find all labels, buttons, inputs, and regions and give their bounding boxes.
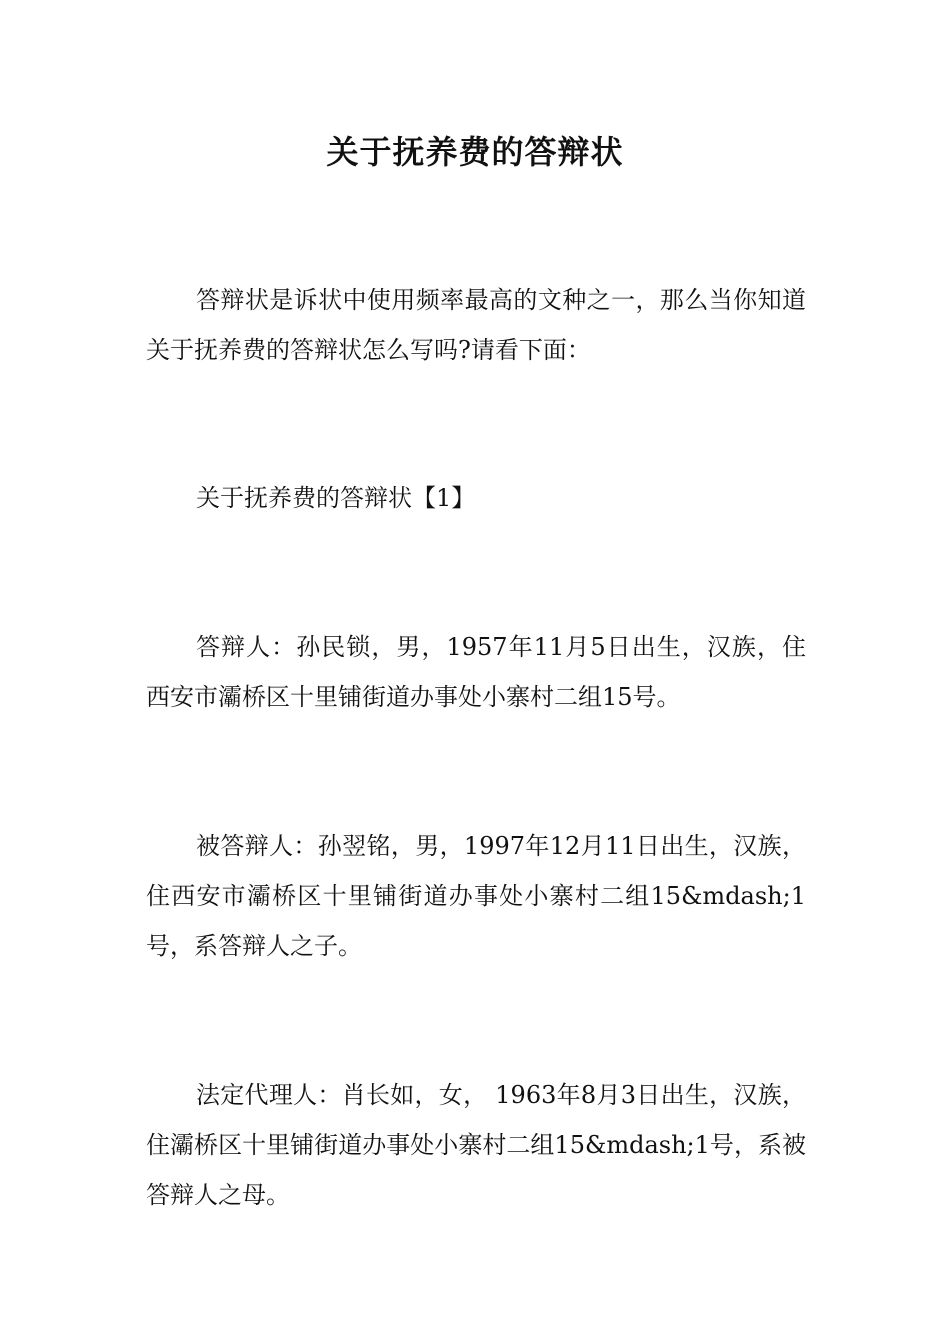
respondent-paragraph: 答辩人：孙民锁，男，1957年11月5日出生，汉族，住西安市灞桥区十里铺街道办事处小寨村二组15号。 <box>146 633 806 711</box>
document-title: 关于抚养费的答辩状 <box>326 133 624 171</box>
legal-representative-paragraph: 法定代理人：肖长如，女， 1963年8月3日出生，汉族，住灞桥区十里铺街道办事处小寨村二组15&mdash;1号，系被答辩人之母。 <box>146 1081 806 1209</box>
section-heading: 关于抚养费的答辩状【1】 <box>196 484 476 512</box>
intro-paragraph: 答辩状是诉状中使用频率最高的文种之一，那么当你知道关于抚养费的答辩状怎么写吗?请看下面： <box>146 286 806 364</box>
defendant-paragraph: 被答辩人：孙翌铭，男，1997年12月11日出生，汉族，住西安市灞桥区十里铺街道办事处小寨村二组15&mdash;1号，系答辩人之子。 <box>146 832 806 960</box>
